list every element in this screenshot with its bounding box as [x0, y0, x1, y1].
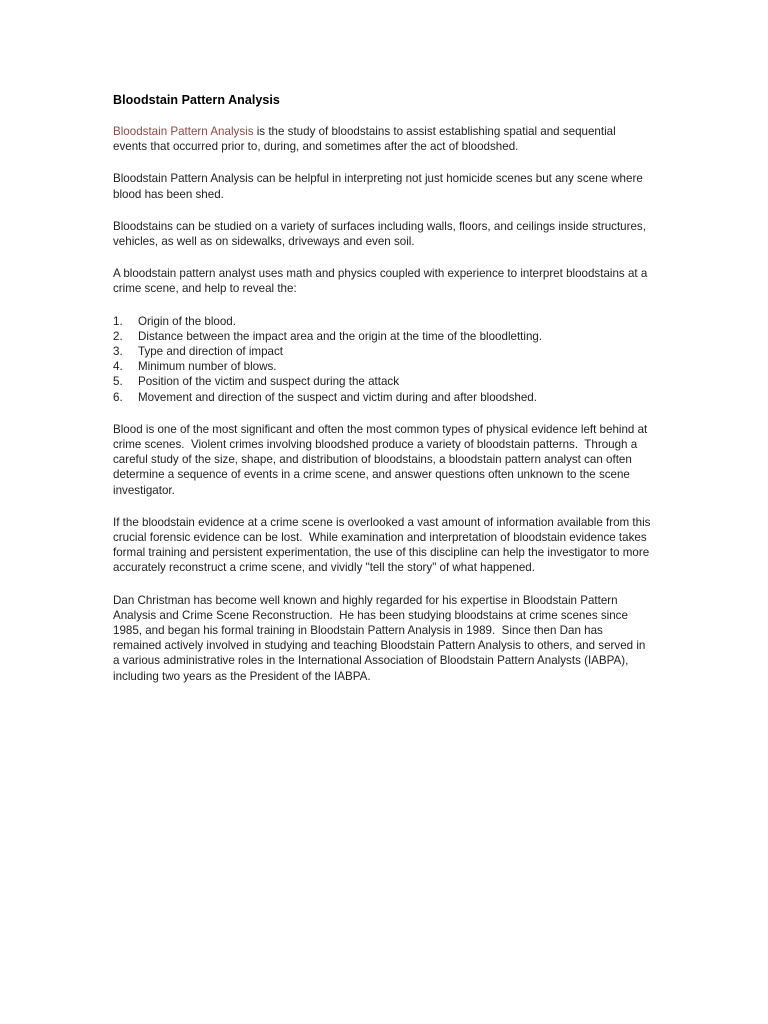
- list-item: [113, 344, 653, 359]
- list-item: [113, 314, 653, 329]
- reveal-list: [113, 314, 653, 405]
- list-item-label: Origin of the blood.: [138, 314, 236, 328]
- page-title: Bloodstain Pattern Analysis: [113, 93, 280, 107]
- list-item-marker: 3.: [113, 345, 123, 359]
- list-item-label: Position of the victim and suspect during the attack: [138, 375, 400, 389]
- list-item-marker: 1.: [113, 314, 123, 328]
- document-body: [113, 93, 653, 701]
- list-item: [113, 329, 653, 344]
- list-item-marker: 2.: [113, 329, 123, 343]
- list-item-marker: 5.: [113, 375, 123, 389]
- list-item-label: Type and direction of impact: [138, 345, 284, 359]
- list-item: [113, 359, 653, 374]
- list-item-label: Distance between the impact area and the origin at the time of the bloodletting.: [138, 329, 543, 343]
- list-item-marker: 4.: [113, 360, 123, 374]
- list-item-label: Movement and direction of the suspect and victim during and after bloodshed.: [138, 390, 537, 404]
- paragraph-helpful-interpreting: Bloodstain Pattern Analysis can be helpful in interpreting not just homicide scenes but any scene where blood has been shed.: [113, 172, 646, 201]
- list-item-marker: 6.: [113, 390, 123, 404]
- paragraph-overlooked-evidence: If the bloodstain evidence at a crime scene is overlooked a vast amount of information available from this crucial forensic evidence can be lost. While examination and interpretation of bloodstain evidence takes formal training and persistent experimentation, the use of this discipline can help the investigator to more accurately reconstruct a crime scene, and vividly "tell the story" of what happened.: [113, 515, 654, 575]
- paragraph-dan-christman-bio: Dan Christman has become well known and highly regarded for his expertise in Bloodstain Pattern Analysis and Crime Scene Reconstruction. He has been studying bloodstains at crime scenes since 1985, and began his formal training in Bloodstain Pattern Analysis in 1989. Since then Dan has remained actively involved in studying and teaching Bloodstain Pattern Analysis to others, and served in a various administrative roles in the International Association of Bloodstain Pattern Analysts (IABPA), including two years as the President of the IABPA.: [113, 593, 649, 683]
- paragraph-blood-evidence-significance: Blood is one of the most significant and often the most common types of physical evidence left behind at crime scenes. Violent crimes involving bloodshed produce a variety of bloodstain patterns. Through a careful study of the size, shape, and distribution of bloodstains, a bloodstain pattern analyst can often determine a sequence of events in a crime scene, and answer questions often unknown to the scene investigator.: [113, 422, 651, 497]
- list-item-label: Minimum number of blows.: [138, 360, 277, 374]
- paragraph-surfaces: Bloodstains can be studied on a variety of surfaces including walls, floors, and ceilings inside structures, vehicles, as well as on sidewalks, driveways and even soil.: [113, 219, 650, 249]
- intro-paragraph-rest: is the study of bloodstains to assist establishing spatial and sequential events that occurred prior to, during, and sometimes after the act of bloodshed.: [113, 125, 619, 154]
- intro-paragraph: [113, 124, 653, 154]
- list-item: [113, 374, 653, 389]
- list-item: [113, 390, 653, 405]
- paragraph-analyst-reveals: A bloodstain pattern analyst uses math and physics coupled with experience to interpret bloodstains at a crime scene, and help to reveal the:: [113, 267, 651, 296]
- highlighted-lead-term: Bloodstain Pattern Analysis: [113, 125, 254, 138]
